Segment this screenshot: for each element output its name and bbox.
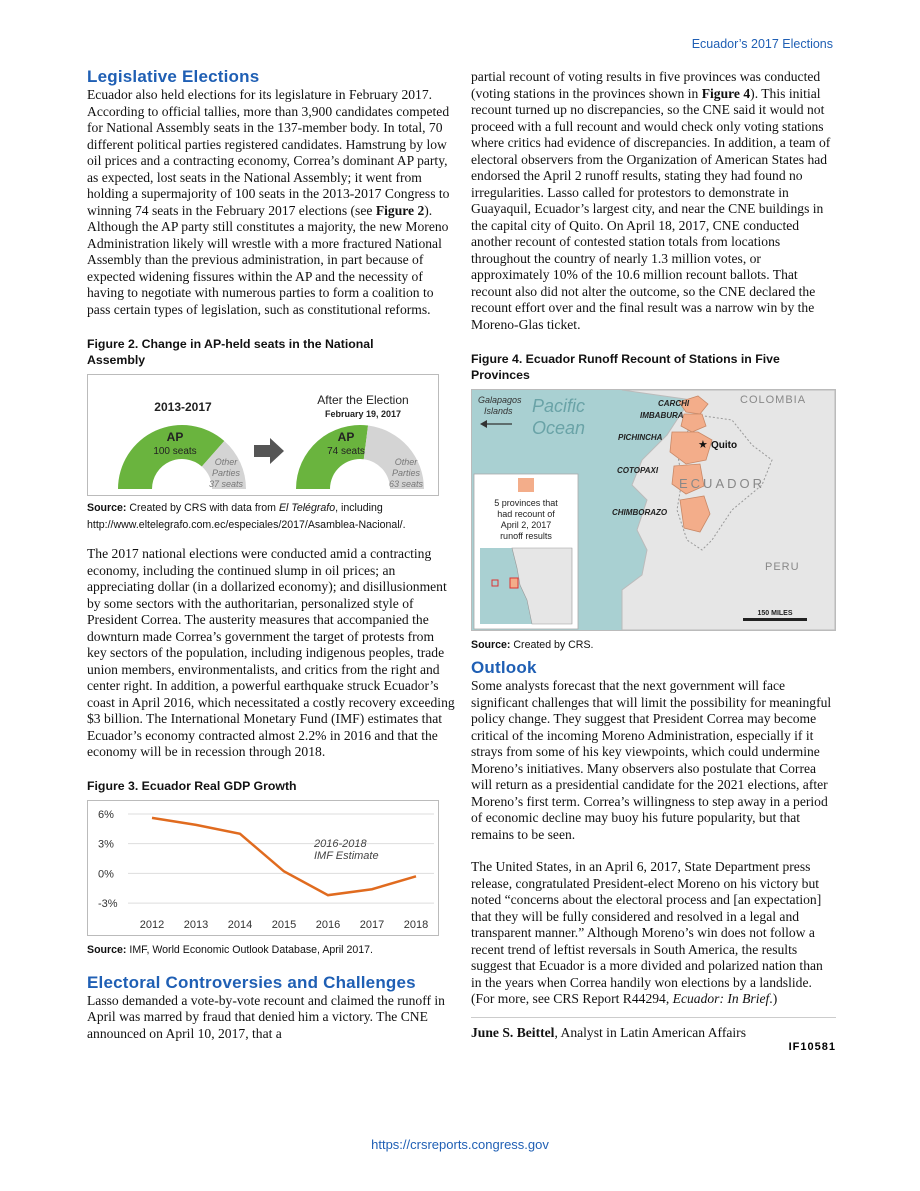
left-ap-seats: 100 seats <box>153 446 197 457</box>
outlook-heading: Outlook <box>471 658 537 677</box>
figure3-source <box>87 942 455 959</box>
ocean-label: Ocean <box>532 418 586 438</box>
figure2-right-subtitle: February 19, 2017 <box>324 409 402 419</box>
legend-swatch <box>518 478 534 492</box>
author-byline <box>471 1025 836 1042</box>
y-tick-label: 3% <box>98 838 114 851</box>
x-tick-label: 2015 <box>271 918 297 931</box>
cotopaxi-label: COTOPAXI <box>617 466 659 475</box>
outlook-paragraph-1: Some analysts forecast that the next government will face significant challenges that will limit the possibility for meaningful policy change. They suggest that President Correa may become critical of the incoming Moreno Administration, especially if it strays from some of his key viewpoints, which could undermine Moreno’s initiatives. Many observers also postulate that Correa will return as a presidential candidate for the 2021 elections, after Moreno’s first term. Correa’s willingness to step away in a period of economic decline may buoy his future popularity, but that remains to be seen. <box>471 678 832 842</box>
galapagos-label: Galapagos <box>478 395 522 405</box>
byline-block <box>471 1017 836 1054</box>
controversies-text-2: ). This initial recount turned up no discrepancies, so the CNE said it would not proceed with a full recount and would check only voting stations where critics had evidence of discrepancies. In addition, a team of electoral observers from the Organization of American States had endorsed the April 2 runoff results, stating they had found no irregularities. Lasso called for protestors to demonstrate in Guayaquil, Ecuador’s largest city, and near the CNE buildings in the capital city of Quito. On April 18, 2017, CNE conducted another recount of contested station totals from locations throughout the country of nearly 1.3 million votes, or approximately 10% of the 10.6 million recount ballots. That recount also did not alter the outcome, so the CNE declared the recount effort over and the final result was a narrow win by the Moreno-Glas ticket. <box>471 85 831 332</box>
x-tick-label: 2014 <box>227 918 253 931</box>
legend-line-3: April 2, 2017 <box>500 520 552 530</box>
controversies-paragraph-right <box>471 69 836 333</box>
imbabura-label: IMBABURA <box>640 411 684 420</box>
figure2-caption: Figure 2. Change in AP-held seats in the National Assembly <box>87 337 374 367</box>
controversies-paragraph-left: Lasso demanded a vote-by-vote recount and claimed the runoff in April was marred by fraud that denied him a victory. The CNE announced on April 10, 2017, that a <box>87 992 445 1041</box>
source-label: Source: <box>471 639 511 651</box>
figure2-box <box>87 374 439 496</box>
islands-label: Islands <box>484 406 513 416</box>
footer-url-link[interactable]: https://crsreports.congress.gov <box>371 1137 549 1152</box>
legend-line-1: 5 provinces that <box>494 498 558 508</box>
figure4-source <box>471 637 836 654</box>
inset-ecuador-marker <box>510 578 518 588</box>
quito-label: Quito <box>711 440 738 451</box>
right-other-label-1: Other <box>394 457 418 467</box>
scale-label: 150 MILES <box>757 610 793 617</box>
figure3-box <box>87 800 439 936</box>
gdp-gridlines <box>128 813 434 902</box>
imf-annotation-line2: IMF Estimate <box>314 849 379 862</box>
left-other-seats: 37 seats <box>208 479 244 489</box>
right-column <box>471 67 836 1053</box>
y-tick-label: 6% <box>98 808 114 821</box>
x-tick-label: 2013 <box>183 918 209 931</box>
figure2-right-title: After the Election <box>317 393 409 407</box>
author-name: June S. Beittel <box>471 1024 555 1040</box>
figure4-map-box <box>471 389 836 631</box>
source-text: Created by CRS. <box>510 639 594 651</box>
left-other-label-2: Parties <box>211 468 241 478</box>
figure2-left-title: 2013-2017 <box>154 400 212 414</box>
figure4-reference[interactable]: Figure 4 <box>701 85 751 101</box>
left-other-label-1: Other <box>214 457 238 467</box>
pacific-label: Pacific <box>532 396 586 416</box>
outlook-paragraph-2 <box>471 859 836 1008</box>
right-ap-seats: 74 seats <box>327 446 365 457</box>
x-tick-label: 2017 <box>359 918 385 931</box>
national-elections-paragraph: The 2017 national elections were conducted amid a contracting economy, including the continued slump in oil prices; an appreciating dollar (in a dollarized economy); and disillusionment by some sectors with the authoritarian, personalized style of President Correa. The austerity measures that accompanied the downturn made Correa’s government the target of protests from key sectors of the population, including indigenous peoples, trade union members, environmentalists, and critics from the right and center right. In addition, a powerful earthquake struck Ecuador’s coast in April 2016, which necessitated a costly recovery exceeding $3 billion. The International Monetary Fund (IMF) estimates that Ecuador’s economy contracted almost 2.2% in 2016 and that the economy will be in recession through 2018. <box>87 546 455 759</box>
colombia-label: COLOMBIA <box>740 394 807 406</box>
ecuador-map <box>472 390 835 630</box>
source-text: IMF, World Economic Outlook Database, April 2017. <box>126 943 373 956</box>
quito-star-icon: ★ <box>698 439 708 451</box>
chimborazo-label: CHIMBORAZO <box>612 508 668 517</box>
author-title: , Analyst in Latin American Affairs <box>554 1024 746 1040</box>
figure3-caption: Figure 3. Ecuador Real GDP Growth <box>87 778 297 793</box>
report-title-link[interactable]: Ecuador: In Brief <box>672 991 770 1006</box>
carchi-label: CARCHI <box>658 399 690 408</box>
source-text-2: , including http://www.eltelegrafo.com.ec/especiales/2017/Asamblea-Nacional/. <box>87 502 406 531</box>
gdp-y-ticks <box>98 808 118 909</box>
ecuador-label: ECUADOR <box>679 476 766 491</box>
figure2-source <box>87 500 455 534</box>
peru-label: PERU <box>765 561 800 573</box>
source-text: Created by CRS with data from <box>126 502 279 514</box>
legislative-paragraph <box>87 87 455 318</box>
legend-line-2: had recount of <box>497 509 555 519</box>
x-tick-label: 2016 <box>315 918 341 931</box>
outlook-text-1: The United States, in an April 6, 2017, State Department press release, congratulated President-elect Moreno on his victory but noted “concerns about the electoral process and [an expectation] that they will be fully considered and resolved in a legal and transparent manner.” Although Moreno’s win does not follow a recent trend of leftist reversals in South America, the results suggest that Ecuador is a more divided and polarized nation than in the years when Correa handily won elections by a landslide. (For more, see CRS Report R44294, <box>471 859 823 1006</box>
right-ap-arc <box>296 425 368 489</box>
x-tick-label: 2018 <box>403 918 429 931</box>
scale-bar <box>743 618 807 621</box>
source-italic: El Telégrafo <box>278 502 336 514</box>
gdp-line-chart <box>88 801 438 935</box>
figure4-caption: Figure 4. Ecuador Runoff Recount of Stations in Five Provinces <box>471 352 780 382</box>
imf-annotation-line1: 2016-2018 <box>314 837 367 850</box>
running-head: Ecuador’s 2017 Elections <box>691 37 833 51</box>
legislative-text-1: Ecuador also held elections for its legislature in February 2017. According to official tallies, more than 3,900 candidates competed for National Assembly seats in the 137-member body. In total, 70 different political parties registered candidates. Hamstrung by low oil prices and a contracting economy, Correa’s dominant AP party, as expected, lost seats in the National Assembly; it went from holding a supermajority of 100 seats in the 2013-2017 Congress to winning 74 seats in the February 2017 elections (see <box>87 87 450 218</box>
left-ap-label: AP <box>166 430 184 444</box>
product-code: IF10581 <box>788 1041 836 1053</box>
gdp-x-ticks <box>140 919 428 931</box>
x-tick-label: 2012 <box>139 918 165 931</box>
right-other-label-2: Parties <box>391 468 421 478</box>
controversies-text-1: partial recount of voting results in five provinces was conducted (voting stations in the provinces shown in <box>471 69 821 101</box>
figure2-reference[interactable]: Figure 2 <box>375 202 425 218</box>
arrow-icon <box>254 438 284 464</box>
right-other-seats: 63 seats <box>388 479 424 489</box>
figure2-graphic <box>88 375 438 495</box>
controversies-heading: Electoral Controversies and Challenges <box>87 972 416 992</box>
outlook-text-2: .) <box>769 991 778 1006</box>
source-label: Source: <box>87 943 127 956</box>
pichincha-label: PICHINCHA <box>618 433 663 442</box>
source-label: Source: <box>87 502 127 514</box>
right-ap-label: AP <box>337 430 355 444</box>
legend-line-4: runoff results <box>500 531 552 541</box>
legislative-elections-heading: Legislative Elections <box>87 67 260 86</box>
legislative-text-2: ). Although the AP party still constitutes a majority, the new Moreno Administration likely will wrestle with a more fractured National Assembly than the previous administration, in part because of expected widening fissures within the AP and the necessity of having to negotiate with numerous parties to form a coalition to pass certain types of legislation, such as constitutional reforms. <box>87 202 449 317</box>
left-column <box>87 67 455 1042</box>
y-tick-label: -3% <box>98 897 118 910</box>
y-tick-label: 0% <box>98 867 114 880</box>
